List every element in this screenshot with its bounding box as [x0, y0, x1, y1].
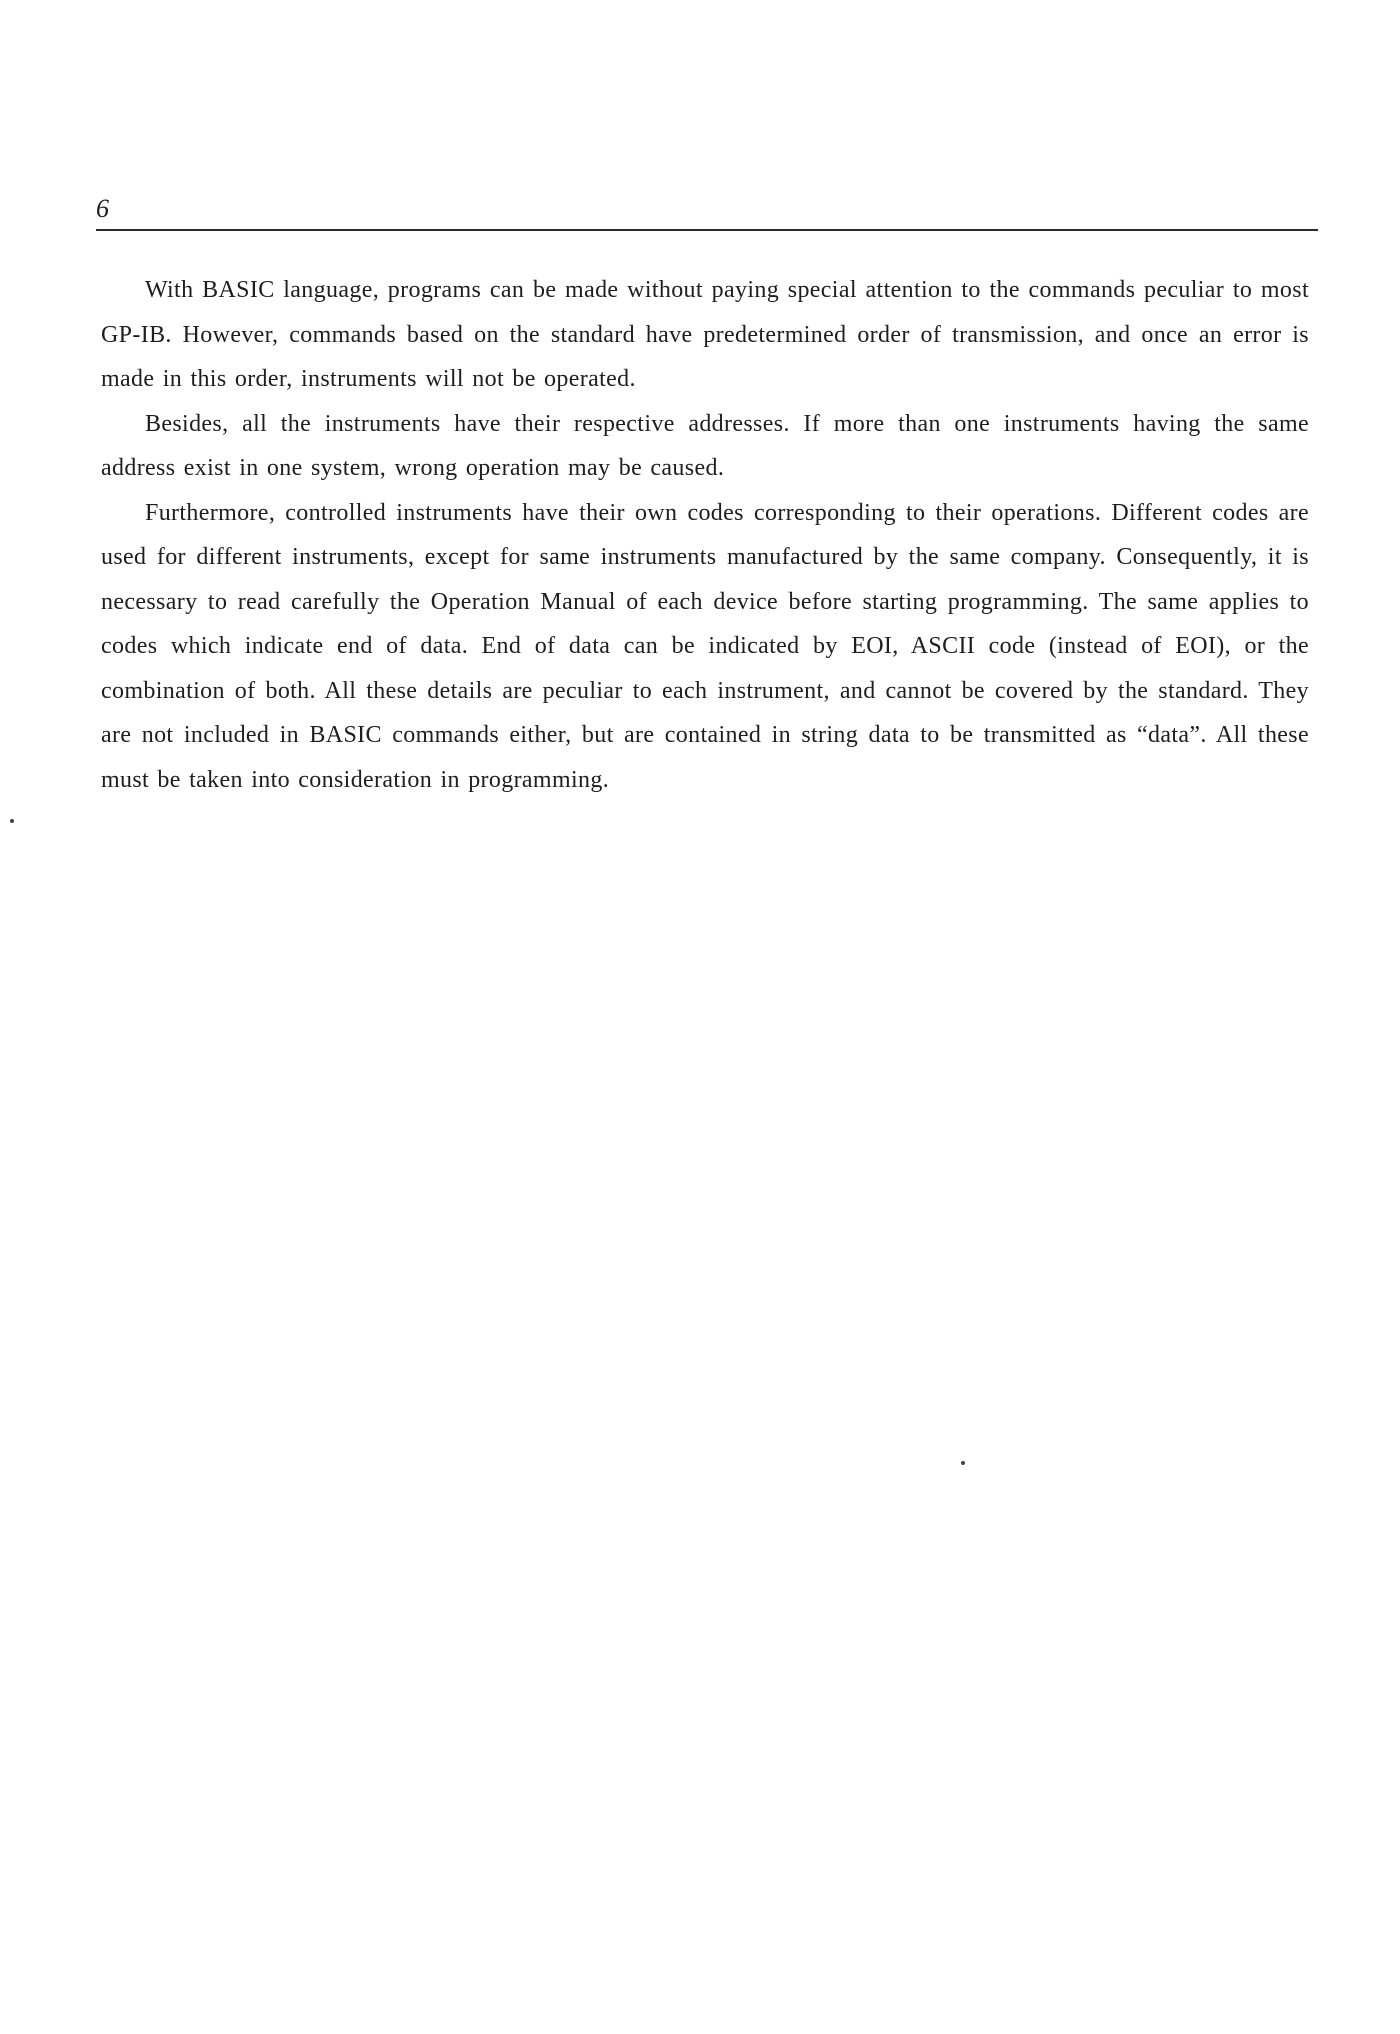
- scan-speck: [10, 819, 14, 823]
- body-text: [101, 268, 1309, 802]
- page-number: 6: [96, 194, 109, 223]
- paragraph-2: Besides, all the instruments have their respective addresses. If more than one instruments having the same address exist in one system, wrong operation may be caused.: [101, 410, 1309, 481]
- header-rule: [96, 229, 1318, 231]
- scan-speck: [961, 1461, 965, 1465]
- paragraph-1: With BASIC language, programs can be made without paying special attention to the commands peculiar to most GP-IB. However, commands based on the standard have predetermined order of transmission, and once an error is made in this order, instruments will not be operated.: [101, 277, 1309, 392]
- paragraph-3: Furthermore, controlled instruments have their own codes corresponding to their operations. Different codes are used for different instruments, except for same instruments manufactured by the same company. Consequently, it is necessary to read carefully the Operation Manual of each device before starting programming. The same applies to codes which indicate end of data. End of data can be indicated by EOI, ASCII code (instead of EOI), or the combination of both. All these details are peculiar to each instrument, and cannot be covered by the standard. They are not included in BASIC commands either, but are contained in string data to be transmitted as “data”. All these must be taken into consideration in programming.: [101, 499, 1309, 793]
